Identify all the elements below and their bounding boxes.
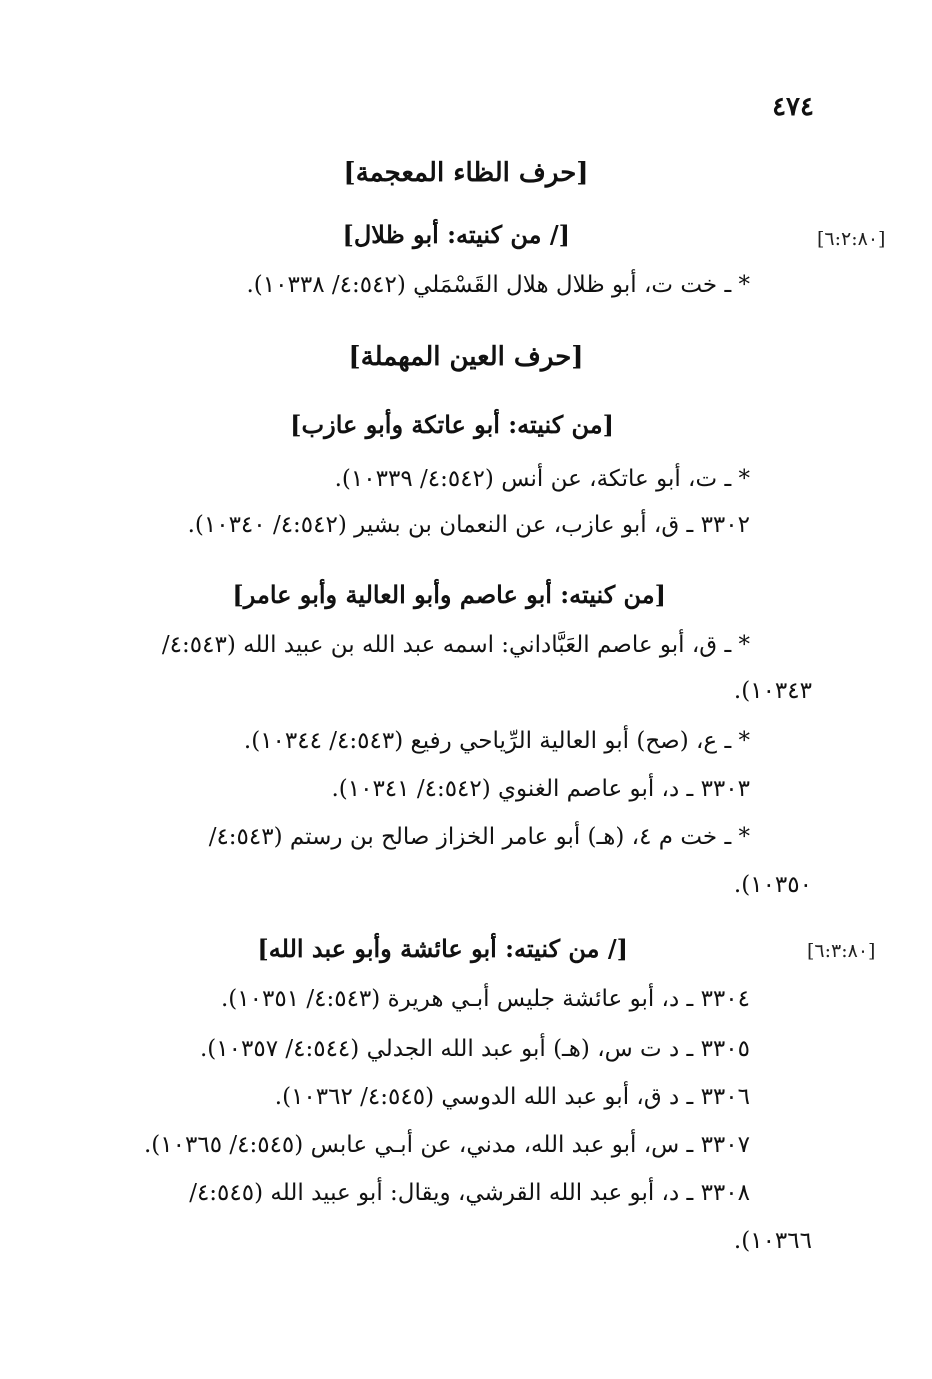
entry-line: ٣٣٠٤ ـ د، أبو عائشة جليس أبـي هريرة (٤:٥٤٣/ ١٠٣٥١).	[220, 986, 750, 1012]
entry-line: ٣٣٠٧ ـ س، أبو عبد الله، مدني، عن أبـي عابس (٤:٥٤٥/ ١٠٣٦٥).	[143, 1132, 750, 1158]
margin-ref-1: [٦:٢:٨٠]	[817, 228, 886, 250]
entry-line: ٣٣٠٥ ـ د ت س، (هـ) أبو عبد الله الجدلي (٤:٥٤٤/ ١٠٣٥٧).	[199, 1036, 750, 1062]
entry-line-continuation: ١٠٣٦٦).	[733, 1228, 812, 1254]
entry-line: ٣٣٠٨ ـ د، أبو عبد الله القرشي، ويقال: أبو عبيد الله (٤:٥٤٥/	[189, 1180, 750, 1206]
entry-line: ٣٣٠٦ ـ د ق، أبو عبد الله الدوسي (٤:٥٤٥/ ١٠٣٦٢).	[274, 1084, 750, 1110]
entry-line: * ـ خت ت، أبو ظلال هلال القَسْمَلي (٤:٥٤٢/ ١٠٣٣٨).	[246, 272, 750, 298]
section-heading-zha: [حرف الظاء المعجمة]	[343, 158, 589, 188]
sub-heading-group2: [من كنيته: أبو عاصم وأبو العالية وأبو عامر]	[232, 580, 666, 609]
entry-line: * ـ خت م ٤، (هـ) أبو عامر الخزاز صالح بن رستم (٤:٥٤٣/	[208, 824, 750, 850]
sub-heading-group1: [من كنيته: أبو عاتكة وأبو عازب]	[290, 410, 614, 439]
entry-line: * ـ ع، (صح) أبو العالية الرِّياحي رفيع (٤:٥٤٣/ ١٠٣٤٤).	[243, 728, 750, 754]
entry-line: ٣٣٠٢ ـ ق، أبو عازب، عن النعمان بن بشير (٤:٥٤٢/ ١٠٣٤٠).	[187, 512, 750, 538]
entry-line-continuation: ١٠٣٥٠).	[733, 872, 812, 898]
entry-line: ٣٣٠٣ ـ د، أبو عاصم الغنوي (٤:٥٤٢/ ١٠٣٤١).	[331, 776, 750, 802]
entry-line: * ـ ت، أبو عاتكة، عن أنس (٤:٥٤٢/ ١٠٣٣٩).	[334, 466, 750, 492]
sub-heading-group3: [/ من كنيته: أبو عائشة وأبو عبد الله]	[257, 934, 628, 963]
entry-line: * ـ ق، أبو عاصم العَبَّاداني: اسمه عبد الله بن عبيد الله (٤:٥٤٣/	[161, 632, 750, 658]
margin-ref-2: [٦:٣:٨٠]	[807, 940, 876, 962]
entry-line-continuation: ١٠٣٤٣).	[733, 678, 812, 704]
page-number: ٤٧٤	[772, 92, 814, 122]
section-heading-ayn: [حرف العين المهملة]	[348, 342, 584, 372]
sub-heading-zha: [/ من كنيته: أبو ظلال]	[342, 220, 570, 249]
